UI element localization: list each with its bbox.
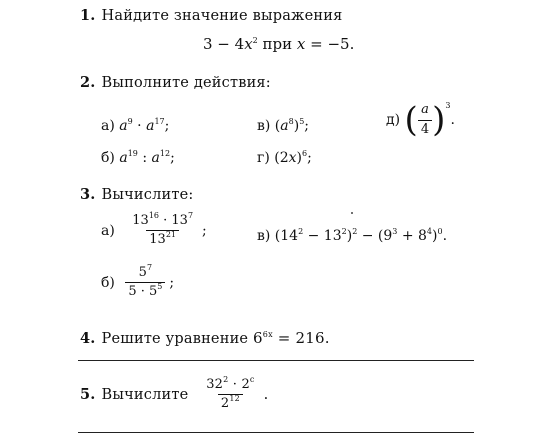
task-1-expression: $3 - 4x^2$ при x = −5. (203, 35, 355, 53)
task-2-item-g: г) $(2x)^6$; (257, 149, 312, 166)
task-2-item-d: д) ( $\frac{a}{4}$ )$^3$. (386, 100, 455, 140)
task-2-item-v: в) $(a^8)^5$; (257, 117, 309, 134)
task-1-heading (80, 7, 342, 24)
task-1-title: Найдите значение выражения (101, 8, 343, 24)
task-4-number: 4. (80, 330, 96, 347)
task-3-number: 3. (80, 186, 96, 203)
task-5-number: 5. (80, 386, 96, 404)
task-3-a-fraction: $\frac{13^{16} \cdot 13^7}{13^{21}}$ (132, 211, 194, 248)
task-4-heading (80, 329, 330, 347)
task-2-number: 2. (80, 74, 96, 91)
task-5-fraction: $\frac{32^2 \cdot 2^c}{2^{12}}$ (206, 375, 255, 412)
task-2-item-b: б) $a^{19}$ : $a^{12}$; (101, 149, 175, 166)
task-3-item-b: б) $\frac{5^7}{5 \cdot 5^5}$ ; (101, 263, 175, 300)
task-3-item-v: в) $(14^2 - 13^2)^2 - (9^3 + 8^4)^0$. (257, 227, 448, 244)
stray-mark (351, 212, 353, 214)
task-1-number: 1. (80, 7, 96, 24)
task-3-item-a: а) $\frac{13^{16} \cdot 13^7}{13^{21}}$ ; (101, 211, 207, 248)
task-5-heading: 5. Вычислите $\frac{32^2 \cdot 2^c}{2^{12}}$ . (80, 375, 269, 412)
task-3-heading (80, 186, 193, 203)
task-5-title: Вычислите (101, 386, 194, 403)
divider-line-2 (78, 432, 474, 433)
task-2-item-a: а) $a^9 \cdot a^{17}$; (101, 117, 170, 134)
task-4-equation: $6^{6x} = 216$. (253, 329, 330, 347)
divider-line-1 (78, 360, 474, 361)
task-2-d-fraction: $\frac{a}{4}$ (418, 103, 432, 137)
task-2-title: Выполните действия: (101, 75, 271, 91)
task-3-title: Вычислите: (101, 187, 194, 203)
task-4-title: Решите уравнение (101, 331, 254, 347)
task-2-heading (80, 74, 271, 91)
task-3-b-fraction: $\frac{5^7}{5 \cdot 5^5}$ (125, 266, 165, 300)
